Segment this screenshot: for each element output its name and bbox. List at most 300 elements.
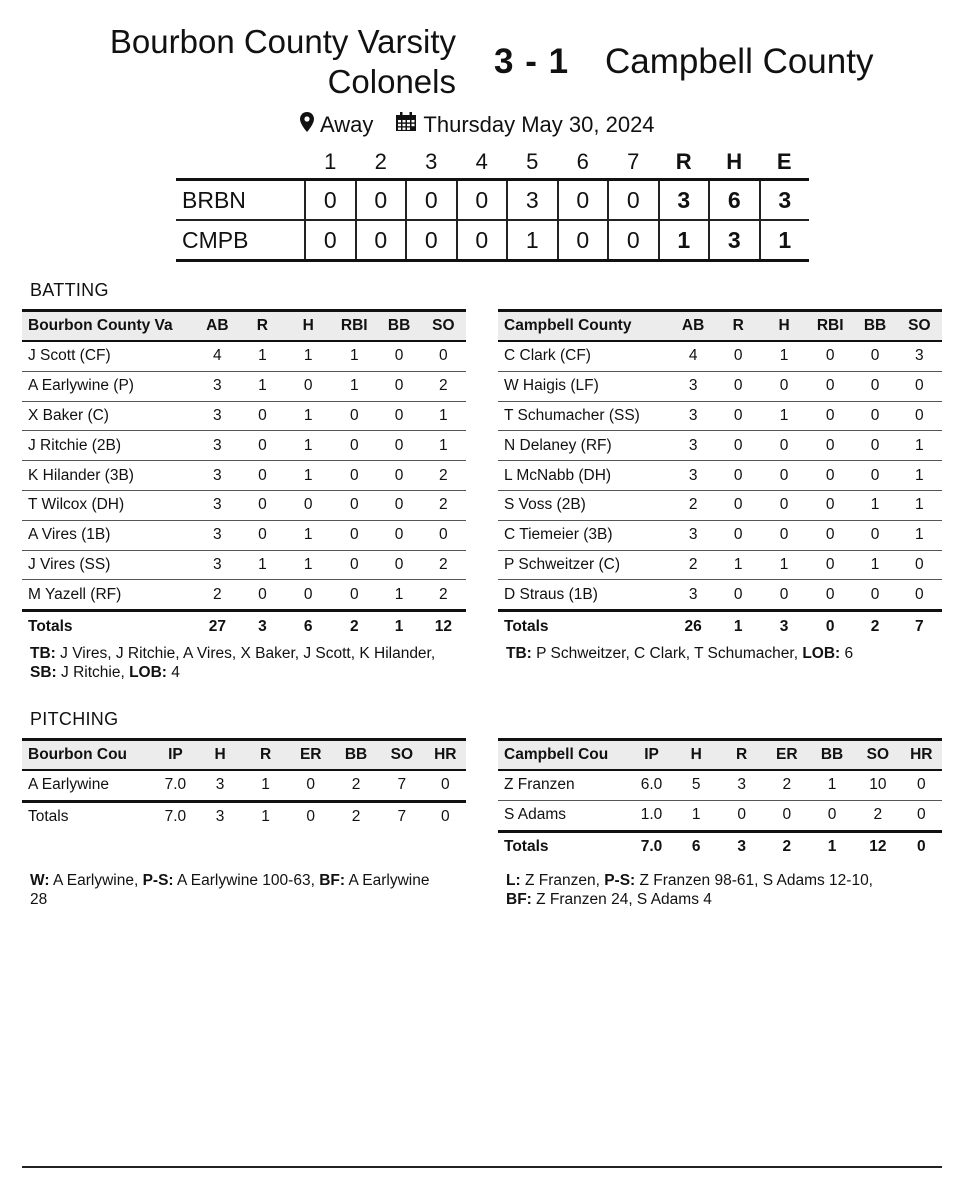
- stat-cell: 1: [853, 550, 896, 580]
- player-name: W Haigis (LF): [498, 371, 671, 401]
- totals-cell: 3: [258, 617, 267, 635]
- stat-cell: 3: [671, 401, 715, 431]
- player-name: M Yazell (RF): [22, 580, 195, 611]
- stat-cell: 1: [331, 341, 377, 371]
- stat-cell: 5: [674, 770, 719, 800]
- stat-cell: 0: [807, 401, 853, 431]
- w-label: W:: [30, 872, 50, 889]
- stat-cell: 0: [715, 461, 761, 491]
- stat-cell: 0: [715, 341, 761, 371]
- inning-score: 0: [457, 220, 508, 261]
- inning-header: 5: [526, 149, 539, 174]
- totals-cell: 2: [351, 808, 361, 826]
- player-name: A Earlywine (P): [22, 371, 195, 401]
- column-header: AB: [671, 311, 715, 342]
- away-pitching-table: [498, 738, 942, 861]
- player-name: K Hilander (3B): [22, 461, 195, 491]
- line-score-row-away: [176, 220, 809, 261]
- table-row: [498, 401, 942, 431]
- stat-cell: 1: [239, 550, 285, 580]
- column-header: R: [239, 311, 285, 342]
- home-pitching-notes: [30, 871, 430, 909]
- stat-cell: 2: [421, 580, 466, 611]
- stat-cell: 1: [761, 401, 807, 431]
- runs-total: 3: [659, 180, 710, 221]
- stat-cell: 1: [421, 401, 466, 431]
- stat-cell: 0: [715, 401, 761, 431]
- player-name: C Tiemeier (3B): [498, 520, 671, 550]
- stat-cell: 0: [897, 401, 942, 431]
- player-name: S Voss (2B): [498, 490, 671, 520]
- calendar-icon: [395, 112, 417, 138]
- final-score: 3 - 1: [494, 42, 570, 81]
- stat-cell: 1: [285, 461, 331, 491]
- ps-label: P-S:: [604, 872, 636, 889]
- map-pin-icon: [300, 112, 314, 138]
- column-header: HR: [425, 740, 466, 771]
- table-header-row: [498, 311, 942, 342]
- column-header: SO: [421, 311, 466, 342]
- tb-value: J Vires, J Ritchie, A Vires, X Baker, J Scott, K Hilander,: [55, 645, 436, 662]
- totals-cell: 12: [434, 617, 452, 635]
- player-name: S Adams: [498, 800, 629, 831]
- column-header: R: [715, 311, 761, 342]
- stat-cell: 1: [243, 770, 289, 801]
- lob-value: 6: [840, 645, 854, 662]
- home-batting-notes: [30, 644, 450, 682]
- table-row: [22, 371, 466, 401]
- totals-cell: 2: [782, 837, 792, 855]
- stat-cell: 0: [807, 580, 853, 611]
- stat-cell: 2: [333, 770, 379, 801]
- table-row: [22, 580, 466, 611]
- totals-cell: 3: [737, 837, 746, 855]
- stat-cell: 0: [331, 431, 377, 461]
- totals-row: [498, 611, 942, 641]
- stat-cell: 0: [897, 550, 942, 580]
- stat-cell: 0: [765, 800, 809, 831]
- column-header: BB: [809, 740, 855, 771]
- column-header: BB: [853, 311, 896, 342]
- inning-header: 7: [627, 149, 640, 174]
- stat-cell: 0: [239, 520, 285, 550]
- stat-cell: 3: [195, 520, 239, 550]
- stat-cell: 3: [719, 770, 765, 800]
- stat-cell: 0: [761, 520, 807, 550]
- stat-cell: 0: [377, 341, 420, 371]
- hits-header: H: [726, 149, 743, 174]
- column-header: AB: [195, 311, 239, 342]
- home-team-name: [36, 22, 456, 102]
- stat-cell: 0: [715, 520, 761, 550]
- stat-cell: 1: [853, 490, 896, 520]
- totals-cell: 7.0: [164, 808, 187, 826]
- stat-cell: 0: [715, 490, 761, 520]
- stat-cell: 0: [239, 401, 285, 431]
- stat-cell: 2: [421, 550, 466, 580]
- player-name: J Vires (SS): [22, 550, 195, 580]
- table-row: [22, 550, 466, 580]
- stat-cell: 0: [425, 770, 466, 801]
- inning-score: 0: [406, 220, 457, 261]
- player-name: Z Franzen: [498, 770, 629, 800]
- stat-cell: 4: [671, 341, 715, 371]
- stat-cell: 0: [331, 580, 377, 611]
- batting-section-title: BATTING: [30, 280, 109, 300]
- column-header: R: [243, 740, 289, 771]
- stat-cell: 3: [671, 371, 715, 401]
- stat-cell: 0: [239, 461, 285, 491]
- column-header: BB: [333, 740, 379, 771]
- inning-header: 4: [475, 149, 488, 174]
- stat-cell: 4: [195, 341, 239, 371]
- lob-value: 4: [166, 664, 180, 681]
- tb-value: P Schweitzer, C Clark, T Schumacher,: [531, 645, 803, 662]
- stat-cell: 2: [421, 461, 466, 491]
- totals-cell: 26: [684, 617, 702, 635]
- column-header: ER: [765, 740, 809, 771]
- column-header: H: [761, 311, 807, 342]
- inning-score: 0: [608, 220, 659, 261]
- stat-cell: 0: [853, 401, 896, 431]
- stat-cell: 1: [421, 431, 466, 461]
- line-score-table: [176, 146, 809, 262]
- stat-cell: 0: [289, 770, 333, 801]
- stat-cell: 7.0: [153, 770, 197, 801]
- bf-label: BF:: [506, 891, 532, 908]
- stat-cell: 1: [715, 550, 761, 580]
- stat-cell: 0: [331, 490, 377, 520]
- player-name: A Vires (1B): [22, 520, 195, 550]
- table-header-row: [498, 740, 942, 771]
- away-pitching-notes: [506, 871, 936, 909]
- bf-value: Z Franzen 24, S Adams 4: [531, 891, 712, 908]
- stat-cell: 0: [807, 520, 853, 550]
- stat-cell: 0: [421, 520, 466, 550]
- stat-cell: 0: [719, 800, 765, 831]
- stat-cell: 0: [331, 401, 377, 431]
- stat-cell: 0: [285, 580, 331, 611]
- game-meta: [300, 112, 655, 138]
- stat-cell: 0: [853, 520, 896, 550]
- sb-value: J Ritchie,: [56, 664, 130, 681]
- table-row: [22, 401, 466, 431]
- stat-cell: 10: [855, 770, 900, 800]
- column-header: Bourbon County Va: [22, 311, 195, 342]
- column-header: Campbell County: [498, 311, 671, 342]
- stat-cell: 1: [285, 341, 331, 371]
- player-name: C Clark (CF): [498, 341, 671, 371]
- stat-cell: 3: [671, 461, 715, 491]
- table-row: [22, 341, 466, 371]
- player-name: N Delaney (RF): [498, 431, 671, 461]
- stat-cell: 3: [195, 490, 239, 520]
- sb-label: SB:: [30, 664, 57, 681]
- inning-score: 0: [558, 180, 609, 221]
- location-label: Away: [320, 112, 374, 137]
- game-header: [0, 0, 959, 110]
- inning-score: 3: [507, 180, 558, 221]
- inning-score: 0: [608, 180, 659, 221]
- inning-score: 1: [507, 220, 558, 261]
- away-batting-notes: [506, 644, 936, 663]
- stat-cell: 3: [671, 520, 715, 550]
- l-label: L:: [506, 872, 521, 889]
- stat-cell: 0: [715, 580, 761, 611]
- totals-cell: 6: [303, 617, 313, 635]
- stat-cell: 0: [853, 371, 896, 401]
- stat-cell: 1: [377, 580, 420, 611]
- bf-label: BF:: [319, 872, 346, 889]
- column-header: R: [719, 740, 765, 771]
- column-header: Campbell Cou: [498, 740, 629, 771]
- stat-cell: 0: [285, 490, 331, 520]
- column-header: H: [285, 311, 331, 342]
- stat-cell: 0: [377, 490, 420, 520]
- stat-cell: 1: [897, 461, 942, 491]
- stat-cell: 0: [377, 431, 420, 461]
- l-value: Z Franzen,: [520, 872, 605, 889]
- stat-cell: 0: [761, 490, 807, 520]
- player-name: T Wilcox (DH): [22, 490, 195, 520]
- inning-header: 1: [324, 149, 337, 174]
- column-header: SO: [855, 740, 900, 771]
- totals-row: [22, 611, 466, 641]
- totals-cell: 3: [779, 617, 789, 635]
- player-name: T Schumacher (SS): [498, 401, 671, 431]
- runs-header: R: [675, 149, 692, 174]
- stat-cell: 0: [897, 371, 942, 401]
- totals-label: Totals: [28, 808, 69, 826]
- table-header-row: [22, 740, 466, 771]
- stat-cell: 7: [379, 770, 424, 801]
- stat-cell: 1: [674, 800, 719, 831]
- inning-score: 0: [356, 180, 407, 221]
- stat-cell: 1: [897, 490, 942, 520]
- stat-cell: 1: [809, 770, 855, 800]
- inning-score: 0: [406, 180, 457, 221]
- player-name: D Straus (1B): [498, 580, 671, 611]
- stat-cell: 1: [239, 341, 285, 371]
- table-row: [22, 770, 466, 801]
- stat-cell: 0: [331, 520, 377, 550]
- stat-cell: 1: [897, 431, 942, 461]
- table-row: [498, 550, 942, 580]
- totals-cell: 6: [691, 837, 701, 855]
- stat-cell: 1: [761, 550, 807, 580]
- totals-cell: 7: [397, 808, 407, 826]
- stat-cell: 0: [715, 431, 761, 461]
- column-header: SO: [897, 311, 942, 342]
- player-name: A Earlywine: [22, 770, 153, 801]
- ps-label: P-S:: [142, 872, 174, 889]
- column-header: SO: [379, 740, 424, 771]
- team-abbr: BRBN: [176, 180, 305, 221]
- table-row: [498, 520, 942, 550]
- player-name: J Ritchie (2B): [22, 431, 195, 461]
- column-header: RBI: [807, 311, 853, 342]
- game-date: Thursday May 30, 2024: [423, 112, 655, 137]
- pitching-section-title: PITCHING: [30, 709, 119, 729]
- table-row: [498, 431, 942, 461]
- runs-total: 1: [659, 220, 710, 261]
- inning-score: 0: [356, 220, 407, 261]
- stat-cell: 0: [807, 550, 853, 580]
- column-header: H: [674, 740, 719, 771]
- column-header: H: [198, 740, 243, 771]
- stat-cell: 0: [239, 490, 285, 520]
- stat-cell: 3: [195, 550, 239, 580]
- stat-cell: 0: [761, 371, 807, 401]
- column-header: IP: [153, 740, 197, 771]
- errors-total: 1: [760, 220, 810, 261]
- stat-cell: 0: [807, 490, 853, 520]
- inning-score: 0: [457, 180, 508, 221]
- stat-cell: 1: [285, 431, 331, 461]
- away-batting-table: [498, 309, 942, 641]
- player-name: L McNabb (DH): [498, 461, 671, 491]
- stat-cell: 1: [285, 550, 331, 580]
- column-header: RBI: [331, 311, 377, 342]
- stat-cell: 1: [239, 371, 285, 401]
- table-row: [498, 341, 942, 371]
- player-name: J Scott (CF): [22, 341, 195, 371]
- column-header: IP: [629, 740, 673, 771]
- stat-cell: 0: [807, 431, 853, 461]
- stat-cell: 3: [671, 580, 715, 611]
- table-row: [22, 520, 466, 550]
- inning-score: 0: [305, 220, 356, 261]
- table-header-row: [22, 311, 466, 342]
- stat-cell: 0: [853, 580, 896, 611]
- tb-label: TB:: [506, 645, 532, 662]
- stat-cell: 3: [195, 461, 239, 491]
- totals-label: Totals: [28, 617, 73, 635]
- stat-cell: 0: [285, 371, 331, 401]
- line-score-row-home: [176, 180, 809, 221]
- stat-cell: 0: [331, 550, 377, 580]
- table-row: [498, 580, 942, 611]
- inning-header: 3: [425, 149, 438, 174]
- totals-cell: 0: [825, 617, 835, 635]
- totals-cell: 1: [733, 617, 743, 635]
- stat-cell: 0: [377, 401, 420, 431]
- table-row: [498, 490, 942, 520]
- stat-cell: 0: [761, 461, 807, 491]
- ps-value: A Earlywine 100-63,: [173, 872, 320, 889]
- home-team-name-line2: Colonels: [327, 63, 456, 100]
- lob-label: LOB:: [129, 664, 167, 681]
- stat-cell: 1: [331, 371, 377, 401]
- stat-cell: 2: [421, 490, 466, 520]
- totals-cell: 7.0: [640, 837, 663, 855]
- totals-row: [22, 801, 466, 831]
- totals-cell: 1: [827, 837, 837, 855]
- stat-cell: 0: [239, 580, 285, 611]
- stat-cell: 1: [285, 520, 331, 550]
- stat-cell: 0: [807, 461, 853, 491]
- totals-label: Totals: [504, 837, 549, 855]
- stat-cell: 6.0: [629, 770, 673, 800]
- totals-cell: 1: [394, 617, 404, 635]
- bf-value: A Earlywine 28: [30, 872, 430, 908]
- stat-cell: 2: [855, 800, 900, 831]
- totals-label: Totals: [504, 617, 549, 635]
- stat-cell: 0: [715, 371, 761, 401]
- player-name: P Schweitzer (C): [498, 550, 671, 580]
- stat-cell: 1.0: [629, 800, 673, 831]
- w-value: A Earlywine,: [49, 872, 143, 889]
- stat-cell: 0: [377, 550, 420, 580]
- ps-value: Z Franzen 98-61, S Adams 12-10,: [635, 872, 873, 889]
- table-row: [22, 490, 466, 520]
- stat-cell: 0: [377, 520, 420, 550]
- column-header: ER: [289, 740, 333, 771]
- totals-cell: 3: [215, 808, 225, 826]
- stat-cell: 2: [765, 770, 809, 800]
- stat-cell: 2: [195, 580, 239, 611]
- totals-cell: 0: [916, 837, 926, 855]
- home-pitching-table: [22, 738, 466, 832]
- stat-cell: 0: [761, 580, 807, 611]
- stat-cell: 0: [901, 770, 942, 800]
- stat-cell: 0: [807, 371, 853, 401]
- stat-cell: 1: [761, 341, 807, 371]
- stat-cell: 0: [901, 800, 942, 831]
- stat-cell: 3: [195, 431, 239, 461]
- stat-cell: 3: [195, 371, 239, 401]
- stat-cell: 0: [239, 431, 285, 461]
- stat-cell: 1: [285, 401, 331, 431]
- line-score-header-row: [176, 146, 809, 180]
- team-abbr: CMPB: [176, 220, 305, 261]
- lob-label: LOB:: [802, 645, 841, 662]
- stat-cell: 0: [331, 461, 377, 491]
- stat-cell: 3: [897, 341, 942, 371]
- table-row: [498, 800, 942, 831]
- stat-cell: 0: [421, 341, 466, 371]
- stat-cell: 2: [671, 490, 715, 520]
- player-name: X Baker (C): [22, 401, 195, 431]
- home-team-name-line1: Bourbon County Varsity: [109, 23, 456, 60]
- inning-header: 2: [374, 149, 387, 174]
- stat-cell: 2: [421, 371, 466, 401]
- errors-total: 3: [760, 180, 810, 221]
- away-team-name: Campbell County: [605, 42, 874, 81]
- tb-label: TB:: [30, 645, 56, 662]
- table-row: [498, 461, 942, 491]
- column-header: Bourbon Cou: [22, 740, 153, 771]
- stat-cell: 0: [897, 580, 942, 611]
- footer-divider: [22, 1166, 942, 1168]
- errors-header: E: [776, 149, 792, 174]
- totals-cell: 1: [261, 808, 270, 826]
- table-row: [22, 431, 466, 461]
- stat-cell: 3: [195, 401, 239, 431]
- totals-cell: 12: [869, 837, 887, 855]
- totals-row: [498, 831, 942, 861]
- stat-cell: 1: [897, 520, 942, 550]
- home-batting-table: [22, 309, 466, 641]
- table-row: [498, 371, 942, 401]
- table-row: [22, 461, 466, 491]
- totals-cell: 2: [349, 617, 359, 635]
- totals-cell: 27: [208, 617, 226, 635]
- inning-score: 0: [558, 220, 609, 261]
- column-header: BB: [377, 311, 420, 342]
- stat-cell: 0: [377, 371, 420, 401]
- inning-score: 0: [305, 180, 356, 221]
